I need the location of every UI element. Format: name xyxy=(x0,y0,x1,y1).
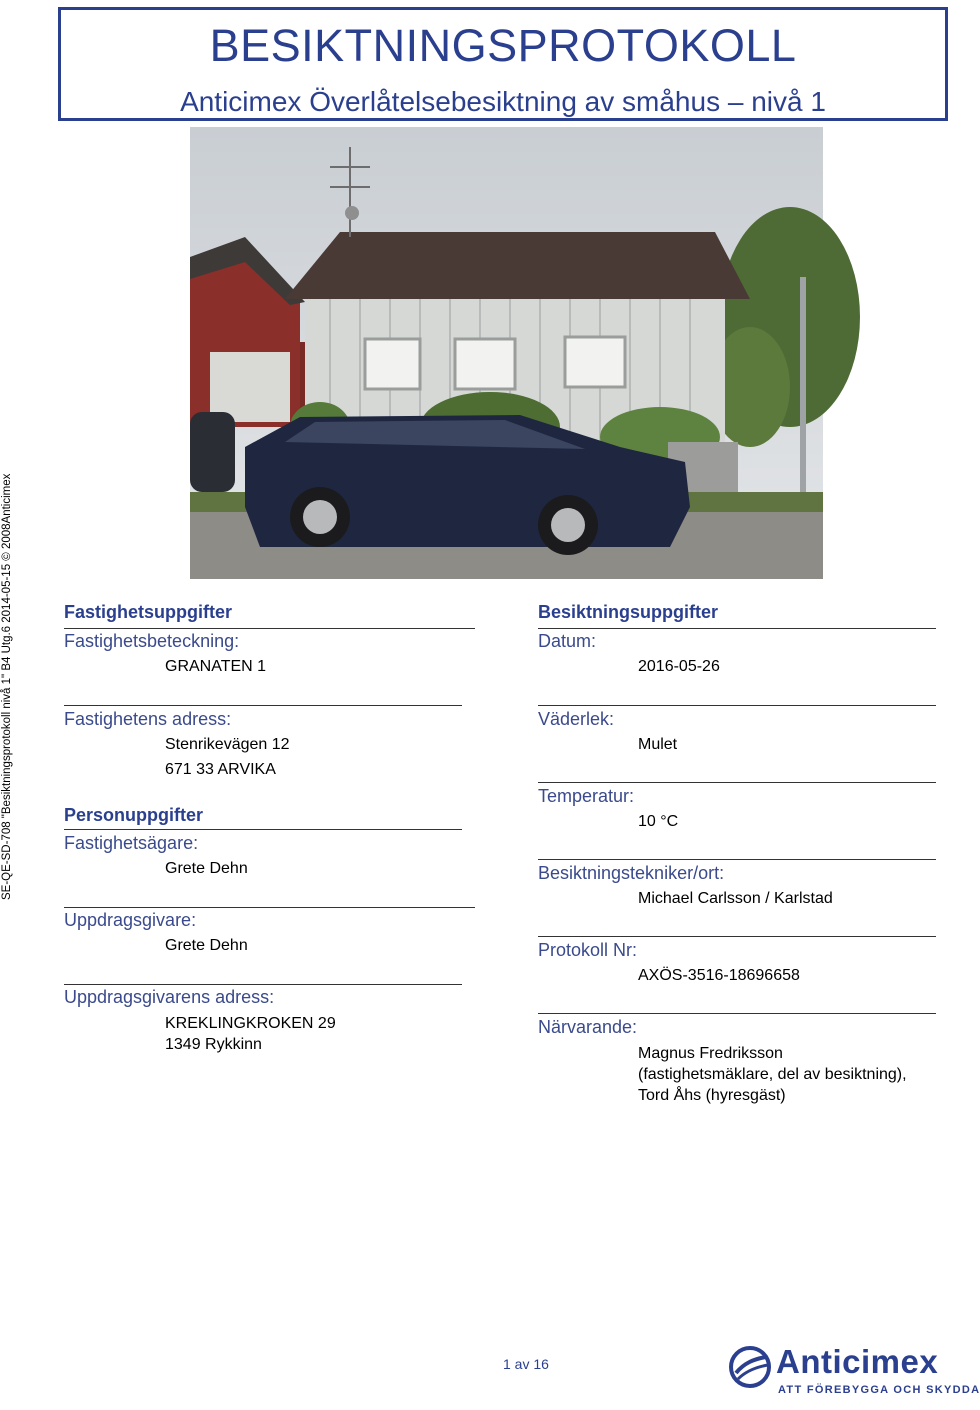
weather-label: Väderlek: xyxy=(538,709,615,729)
technician-label: Besiktningstekniker/ort: xyxy=(538,863,725,883)
present-line-1: Magnus Fredriksson xyxy=(638,1045,783,1062)
document-subtitle: Anticimex Överlåtelsebesiktning av småhus – nivå 1 xyxy=(180,86,826,117)
title-box xyxy=(58,7,948,121)
client-address-line-2: 1349 Rykkinn xyxy=(165,1036,262,1053)
owner-value: Grete Dehn xyxy=(165,860,248,877)
divider xyxy=(64,907,475,908)
designation-label: Fastighetsbeteckning: xyxy=(64,631,240,651)
address-line-2: 671 33 ARVIKA xyxy=(165,761,276,778)
client-value: Grete Dehn xyxy=(165,937,248,954)
present-label: Närvarande: xyxy=(538,1017,638,1037)
logo-tagline: ATT FÖREBYGGA OCH SKYDDA xyxy=(778,1384,980,1396)
date-label: Datum: xyxy=(538,631,597,651)
present-line-3: Tord Åhs (hyresgäst) xyxy=(638,1087,786,1104)
house-photo xyxy=(190,127,823,579)
owner-label: Fastighetsägare: xyxy=(64,833,199,853)
protocol-value: AXÖS-3516-18696658 xyxy=(638,967,800,984)
property-heading: Fastighetsuppgifter xyxy=(64,602,233,622)
temperature-label: Temperatur: xyxy=(538,786,635,806)
document-reference: SE-QE-SD-708 "Besiktningsprotokoll nivå 1" B4 Utg.6 2014-05-15 © 2008Anticimex xyxy=(1,473,13,900)
weather-value: Mulet xyxy=(638,736,678,753)
client-address-label: Uppdragsgivarens adress: xyxy=(64,987,275,1007)
protocol-label: Protokoll Nr: xyxy=(538,940,638,960)
divider xyxy=(538,705,936,706)
technician-value: Michael Carlsson / Karlstad xyxy=(638,890,833,907)
page-number: 1 av 16 xyxy=(503,1356,549,1372)
divider xyxy=(538,859,936,860)
divider xyxy=(538,782,936,783)
logo-wordmark: Anticimex xyxy=(776,1343,939,1380)
document-title: BESIKTNINGSPROTOKOLL xyxy=(209,20,797,71)
address-label: Fastighetens adress: xyxy=(64,709,232,729)
client-address-line-1: KREKLINGKROKEN 29 xyxy=(165,1015,336,1032)
divider xyxy=(538,936,936,937)
temperature-value: 10 °C xyxy=(638,813,679,830)
divider xyxy=(538,628,936,629)
divider xyxy=(64,829,462,830)
logo-icon xyxy=(728,1345,772,1389)
designation-value: GRANATEN 1 xyxy=(165,658,267,675)
client-label: Uppdragsgivare: xyxy=(64,910,197,930)
date-value: 2016-05-26 xyxy=(638,658,720,675)
divider xyxy=(64,628,475,629)
divider xyxy=(64,984,462,985)
divider xyxy=(64,705,462,706)
inspection-heading: Besiktningsuppgifter xyxy=(538,602,719,622)
person-heading: Personuppgifter xyxy=(64,805,204,825)
divider xyxy=(538,1013,936,1014)
address-line-1: Stenrikevägen 12 xyxy=(165,736,290,753)
anticimex-logo xyxy=(728,1343,980,1401)
present-line-2: (fastighetsmäklare, del av besiktning), xyxy=(638,1066,907,1083)
